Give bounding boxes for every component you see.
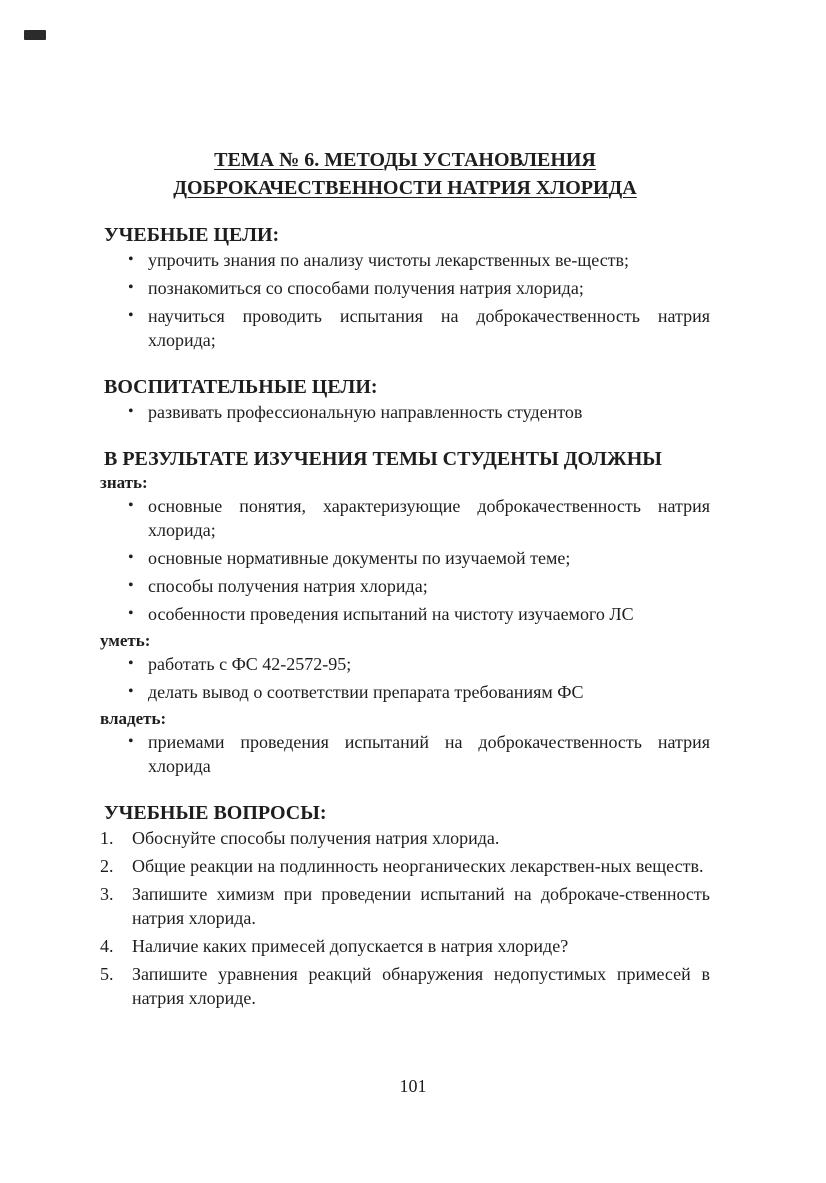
know-label: знать: [100, 473, 148, 492]
question-item [100, 934, 710, 958]
list-item: • делать вывод о соответствии препарата требованиям ФС [128, 680, 710, 704]
list-item: • основные нормативные документы по изучаемой теме; [128, 546, 710, 570]
outcomes-heading: В РЕЗУЛЬТАТЕ ИЗУЧЕНИЯ ТЕМЫ СТУДЕНТЫ ДОЛЖНЫ [104, 448, 662, 470]
question-item [100, 962, 710, 1010]
document-page [100, 146, 710, 1014]
question-item [100, 854, 710, 878]
question-item [100, 882, 710, 930]
master-list [100, 730, 710, 778]
questions-heading: УЧЕБНЫЕ ВОПРОСЫ: [104, 802, 327, 824]
question-number: 1. [100, 828, 114, 848]
page-number: 101 [399, 1076, 427, 1096]
question-text: Наличие каких примесей допускается в натрия хлориде? [132, 936, 569, 956]
question-number: 3. [100, 884, 114, 904]
list-item: • основные понятия, характеризующие доброкачественность натрия хлорида; [128, 494, 710, 542]
list-item: • приемами проведения испытаний на доброкачественность натрия хлорида [128, 730, 710, 778]
question-number: 5. [100, 964, 114, 984]
be-able-list [100, 652, 710, 704]
scan-artifact-mark [24, 30, 46, 40]
list-item: • особенности проведения испытаний на чистоту изучаемого ЛС [128, 602, 710, 626]
learning-goals-heading: УЧЕБНЫЕ ЦЕЛИ: [104, 224, 280, 246]
know-list [100, 494, 710, 626]
list-item: • познакомиться со способами получения натрия хлорида; [128, 276, 710, 300]
questions-list [100, 826, 710, 1010]
be-able-label: уметь: [100, 631, 151, 650]
list-item: • упрочить знания по анализу чистоты лекарственных ве-ществ; [128, 248, 710, 272]
list-item: • работать с ФС 42-2572-95; [128, 652, 710, 676]
question-text: Общие реакции на подлинность неорганических лекарствен-ных веществ. [132, 856, 704, 876]
master-label: владеть: [100, 709, 167, 728]
question-number: 2. [100, 856, 114, 876]
question-text: Запишите химизм при проведении испытаний на доброкаче-ственность натрия хлорида. [132, 884, 710, 928]
educational-goals-list [100, 400, 710, 424]
list-item: • способы получения натрия хлорида; [128, 574, 710, 598]
topic-title-line-2: ДОБРОКАЧЕСТВЕННОСТИ НАТРИЯ ХЛОРИДА [173, 177, 637, 199]
question-text: Обоснуйте способы получения натрия хлорида. [132, 828, 500, 848]
learning-goals-list [100, 248, 710, 352]
list-item: • развивать профессиональную направленность студентов [128, 400, 710, 424]
question-text: Запишите уравнения реакций обнаружения недопустимых примесей в натрия хлориде. [132, 964, 710, 1008]
list-item: • научиться проводить испытания на доброкачественность натрия хлорида; [128, 304, 710, 352]
question-number: 4. [100, 936, 114, 956]
topic-title-line-1: ТЕМА № 6. МЕТОДЫ УСТАНОВЛЕНИЯ [214, 149, 596, 171]
question-item [100, 826, 710, 850]
topic-title [100, 146, 710, 202]
educational-goals-heading: ВОСПИТАТЕЛЬНЫЕ ЦЕЛИ: [104, 376, 378, 398]
